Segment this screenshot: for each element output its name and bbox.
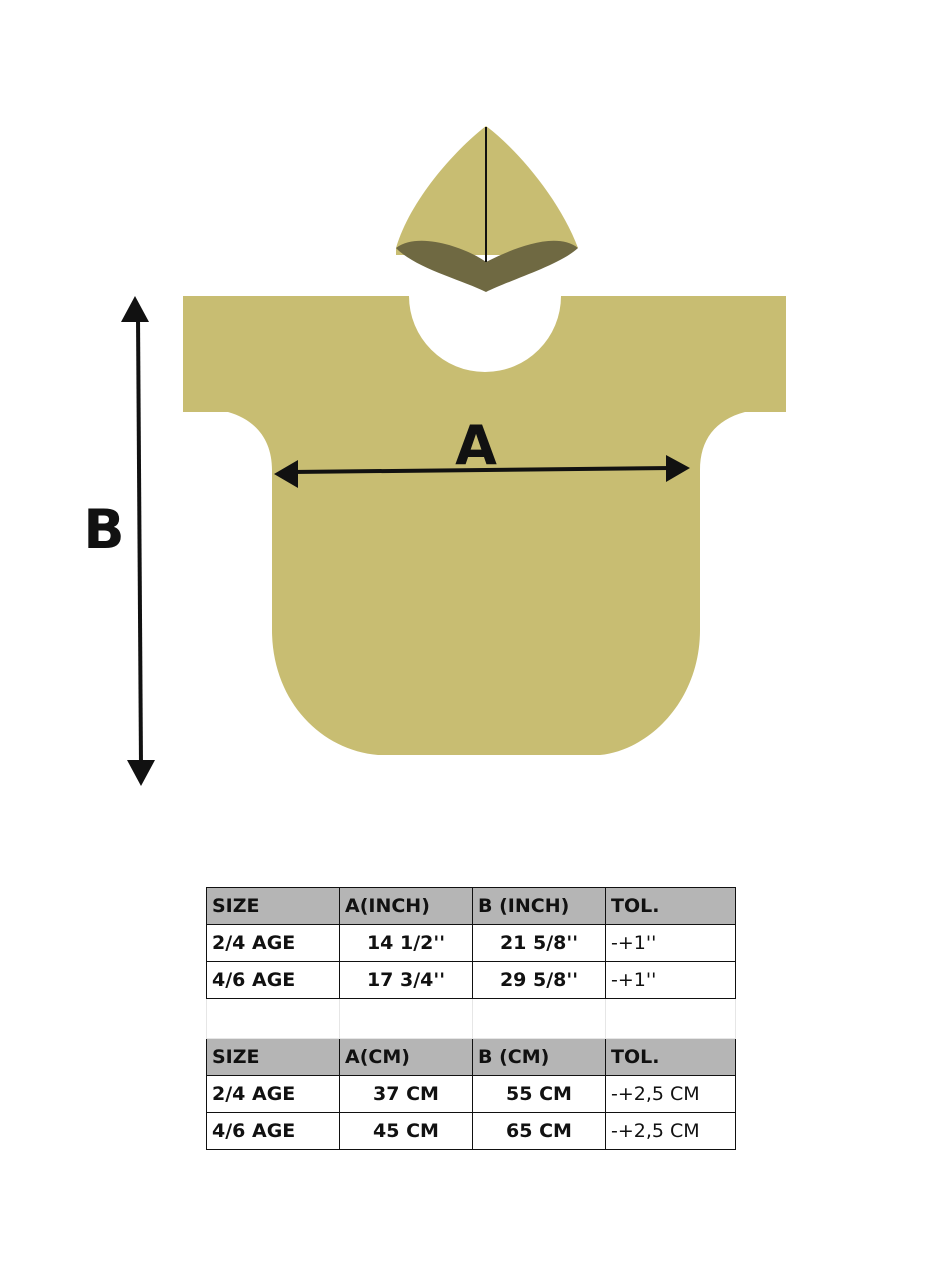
cm-header-row [207, 1039, 736, 1076]
arrow-up-head [121, 296, 149, 322]
dimension-b-arrow [121, 296, 155, 786]
size-cell: 2/4 AGE [207, 1076, 340, 1113]
size-cell: 2/4 AGE [207, 925, 340, 962]
table-row [207, 925, 736, 962]
header-a-inch: A(INCH) [340, 888, 473, 925]
a-value-cell: 45 CM [340, 1113, 473, 1150]
spacer-row [207, 999, 736, 1039]
arrow-down-head [127, 760, 155, 786]
b-value-cell: 29 5/8'' [473, 962, 606, 999]
header-a-cm: A(CM) [340, 1039, 473, 1076]
table-row [207, 962, 736, 999]
size-chart-table [206, 887, 736, 1150]
tolerance-cell: -+1'' [606, 925, 736, 962]
b-value-cell: 55 CM [473, 1076, 606, 1113]
inch-header-row [207, 888, 736, 925]
header-tolerance: TOL. [606, 888, 736, 925]
header-size: SIZE [207, 1039, 340, 1076]
table-row [207, 1076, 736, 1113]
size-cell: 4/6 AGE [207, 962, 340, 999]
size-cell: 4/6 AGE [207, 1113, 340, 1150]
header-size: SIZE [207, 888, 340, 925]
dimension-b-label: B [83, 498, 125, 561]
header-b-cm: B (CM) [473, 1039, 606, 1076]
b-value-cell: 65 CM [473, 1113, 606, 1150]
tolerance-cell: -+1'' [606, 962, 736, 999]
hood [396, 126, 578, 292]
header-tolerance: TOL. [606, 1039, 736, 1076]
a-value-cell: 37 CM [340, 1076, 473, 1113]
tolerance-cell: -+2,5 CM [606, 1113, 736, 1150]
a-value-cell: 17 3/4'' [340, 962, 473, 999]
table-row [207, 1113, 736, 1150]
header-b-inch: B (INCH) [473, 888, 606, 925]
dimension-a-label: A [455, 414, 497, 477]
tolerance-cell: -+2,5 CM [606, 1076, 736, 1113]
poncho-body [183, 296, 786, 755]
a-value-cell: 14 1/2'' [340, 925, 473, 962]
b-value-cell: 21 5/8'' [473, 925, 606, 962]
